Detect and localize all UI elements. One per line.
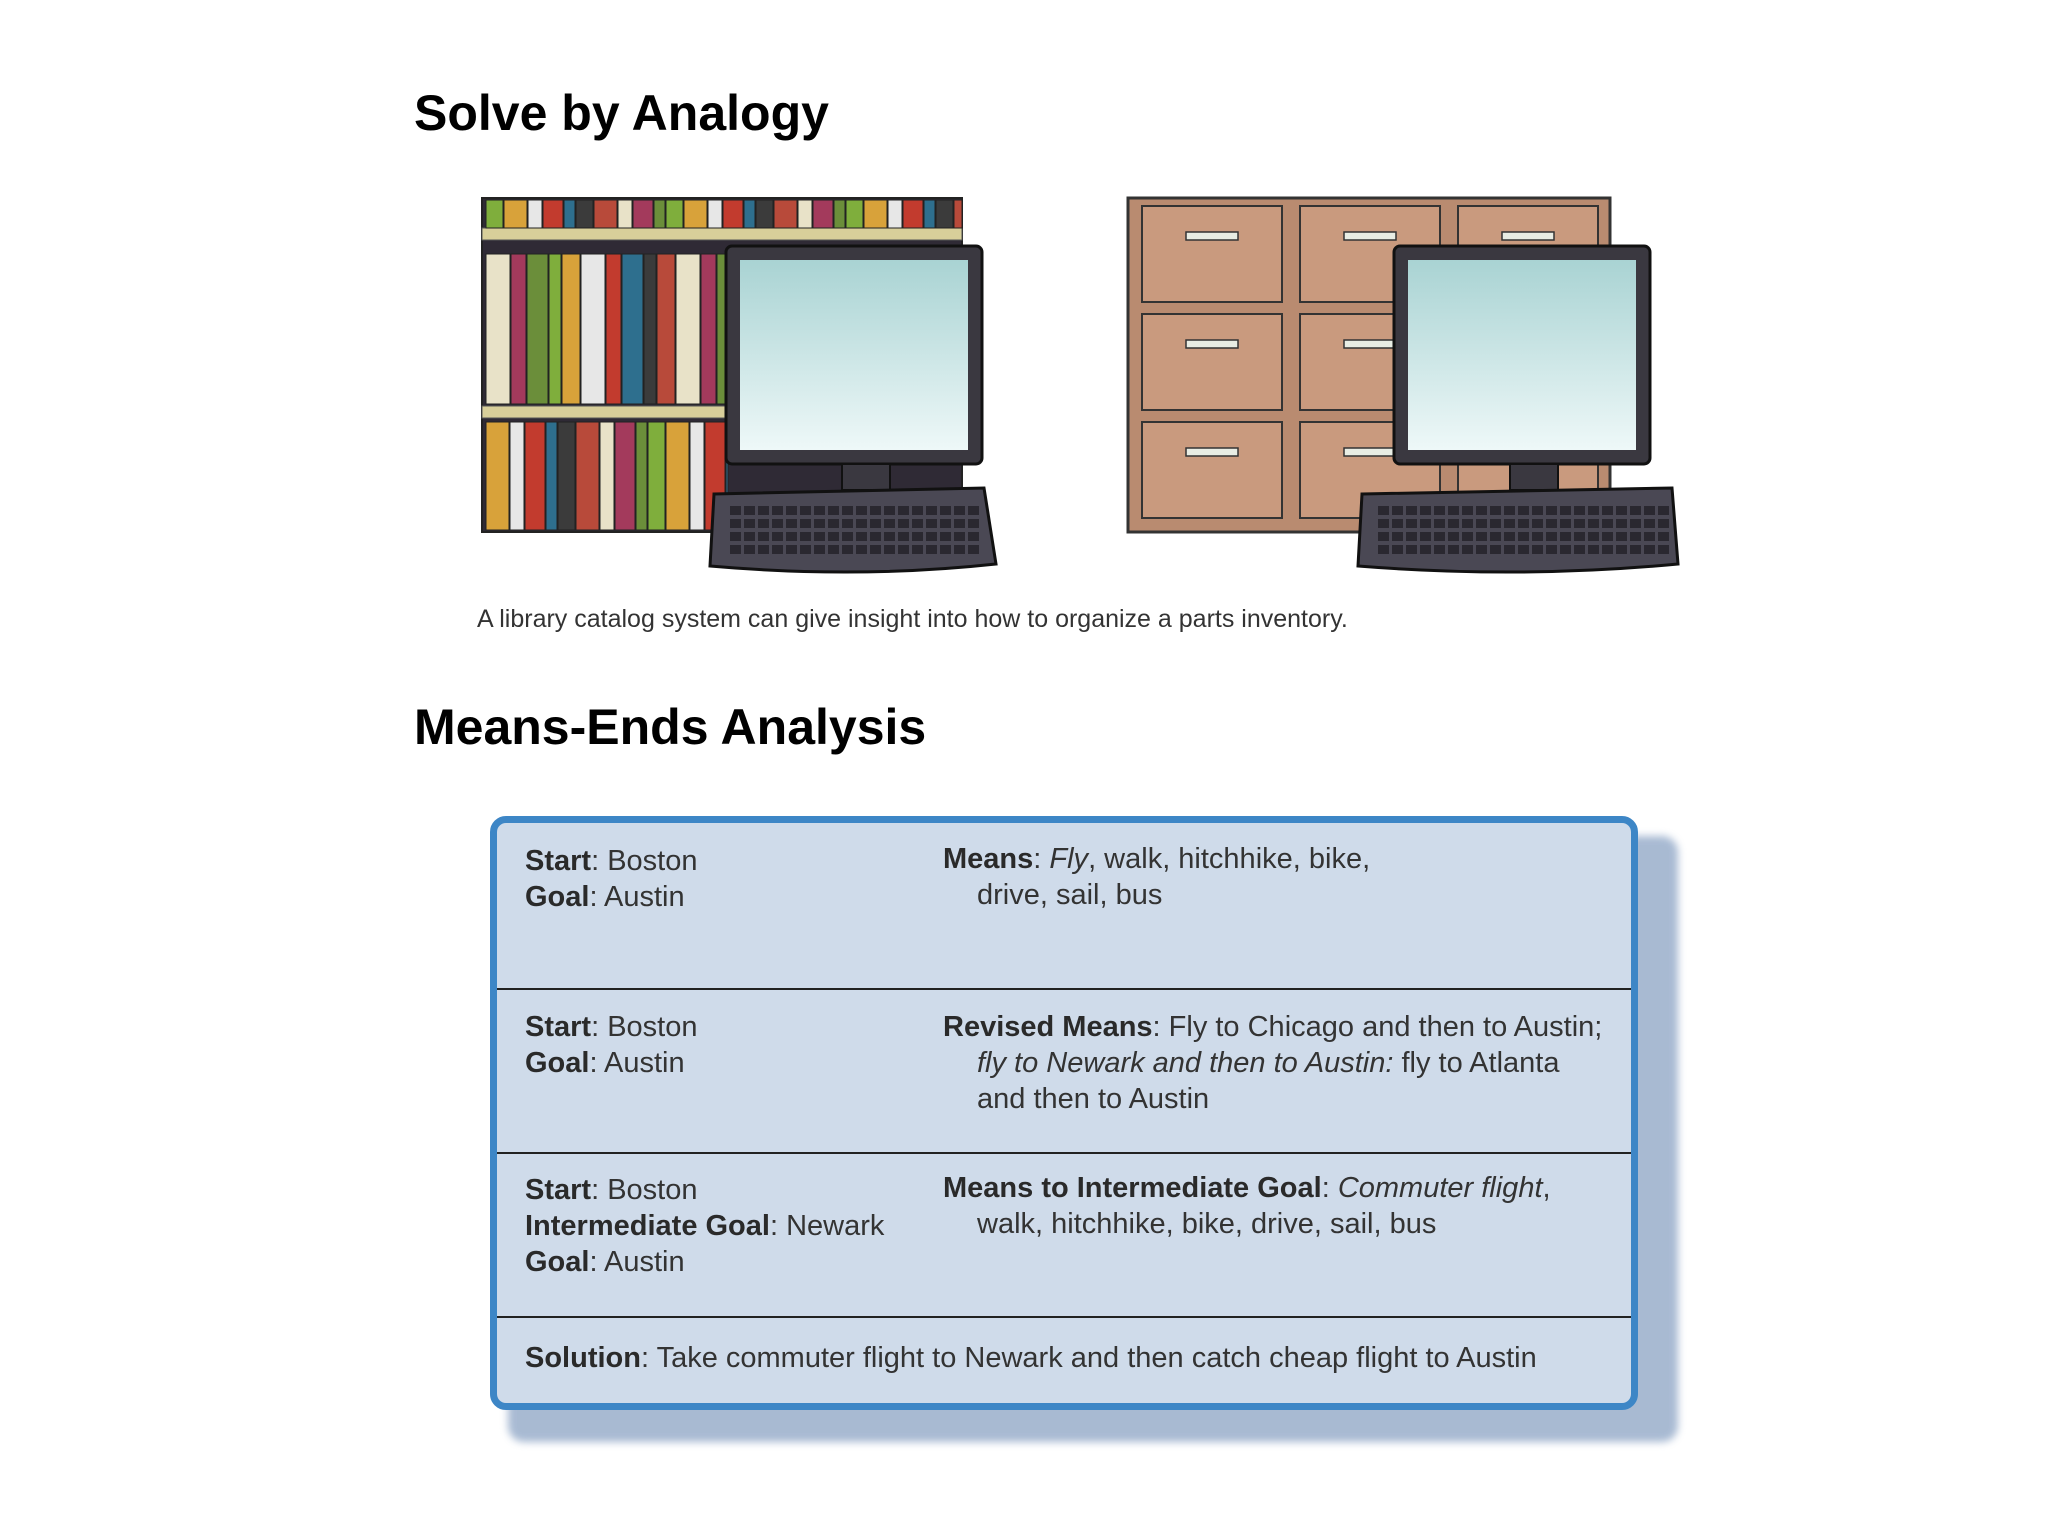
keyboard-key — [940, 545, 951, 554]
book-spine — [594, 200, 617, 228]
keyboard-key — [1574, 506, 1585, 515]
keyboard-key — [1448, 545, 1459, 554]
keyboard-key — [856, 532, 867, 541]
keyboard-key — [814, 545, 825, 554]
keyboard-key — [1490, 506, 1501, 515]
keyboard-key — [1378, 545, 1389, 554]
keyboard-key — [1630, 506, 1641, 515]
start-intermediate-goal-cell: Start: Boston Intermediate Goal: Newark Goal: Austin — [525, 1174, 885, 1278]
keyboard-key — [1406, 532, 1417, 541]
keyboard-key — [898, 519, 909, 528]
keyboard-key — [842, 532, 853, 541]
keyboard-key — [1532, 532, 1543, 541]
keyboard-key — [1658, 532, 1669, 541]
keyboard-key — [856, 519, 867, 528]
keyboard-key — [1588, 532, 1599, 541]
bookshelf-computer-illustration — [478, 194, 1028, 574]
keyboard-key — [954, 519, 965, 528]
drawer-handle — [1502, 232, 1554, 240]
keyboard-key — [1462, 532, 1473, 541]
keyboard-key — [856, 545, 867, 554]
keyboard-key — [1602, 519, 1613, 528]
book-spine — [756, 200, 773, 228]
keyboard-key — [884, 519, 895, 528]
book-spine — [903, 200, 923, 228]
book-spine — [666, 422, 689, 530]
computer — [710, 246, 996, 572]
keyboard-key — [758, 506, 769, 515]
keyboard-key — [1630, 519, 1641, 528]
book-spine — [546, 422, 557, 530]
keyboard-key — [814, 506, 825, 515]
keyboard-key — [758, 545, 769, 554]
keyboard-key — [730, 532, 741, 541]
keyboard-key — [1532, 545, 1543, 554]
keyboard-key — [1658, 506, 1669, 515]
book-spine — [654, 200, 665, 228]
drawer-handle — [1344, 340, 1396, 348]
book-spine — [576, 200, 593, 228]
keyboard-key — [1574, 519, 1585, 528]
illustration-caption: A library catalog system can give insight into how to organize a parts inventory. — [477, 605, 1348, 633]
keyboard-key — [1518, 506, 1529, 515]
book-spine — [527, 254, 548, 404]
drawer — [1142, 314, 1282, 410]
book-spine — [549, 254, 561, 404]
book-spine — [636, 422, 647, 530]
keyboard-key — [772, 545, 783, 554]
keyboard-key — [814, 532, 825, 541]
keyboard-key — [828, 545, 839, 554]
keyboard-key — [786, 532, 797, 541]
keyboard-key — [1658, 545, 1669, 554]
keyboard-key — [1462, 506, 1473, 515]
book-spine — [525, 422, 545, 530]
keyboard-key — [1378, 532, 1389, 541]
keyboard-key — [912, 506, 923, 515]
keyboard-key — [1434, 545, 1445, 554]
keyboard-key — [1644, 545, 1655, 554]
keyboard-key — [800, 519, 811, 528]
keyboard-key — [786, 545, 797, 554]
start-goal-cell: Start: Boston Goal: Austin — [525, 845, 698, 913]
drawer-handle — [1344, 448, 1396, 456]
keyboard-key — [1392, 519, 1403, 528]
keyboard-key — [1420, 519, 1431, 528]
keyboard-key — [730, 506, 741, 515]
keyboard-key — [1392, 506, 1403, 515]
keyboard-key — [1490, 532, 1501, 541]
keyboard-key — [1518, 545, 1529, 554]
keyboard-key — [1644, 532, 1655, 541]
drawer-handle — [1344, 232, 1396, 240]
keyboard-key — [954, 545, 965, 554]
keyboard-key — [1560, 545, 1571, 554]
book-spine — [690, 422, 704, 530]
computer — [1358, 246, 1678, 572]
keyboard-key — [968, 545, 979, 554]
book-spine — [576, 422, 599, 530]
keyboard-key — [940, 506, 951, 515]
keyboard-key — [842, 506, 853, 515]
analysis-row-1 — [497, 823, 1631, 990]
book-spine — [644, 254, 656, 404]
keyboard-key — [1448, 532, 1459, 541]
book-spine — [528, 200, 542, 228]
keyboard-key — [1546, 532, 1557, 541]
book-spine — [813, 200, 833, 228]
keyboard-key — [870, 519, 881, 528]
keyboard-key — [1476, 519, 1487, 528]
book-spine — [723, 200, 743, 228]
keyboard-key — [744, 545, 755, 554]
keyboard-key — [1546, 545, 1557, 554]
keyboard-key — [786, 506, 797, 515]
keyboard-key — [772, 532, 783, 541]
book-spine — [600, 422, 614, 530]
file-cabinet-computer-illustration — [1122, 194, 1682, 574]
keyboard-key — [1532, 519, 1543, 528]
keyboard-key — [730, 545, 741, 554]
book-spine — [504, 200, 527, 228]
keyboard-key — [1378, 519, 1389, 528]
keyboard-key — [1574, 545, 1585, 554]
drawer-handle — [1186, 340, 1238, 348]
keyboard-key — [884, 506, 895, 515]
keyboard-key — [1616, 545, 1627, 554]
keyboard-key — [1574, 532, 1585, 541]
keyboard-key — [758, 519, 769, 528]
keyboard-key — [1532, 506, 1543, 515]
keyboard-key — [856, 506, 867, 515]
keyboard-key — [772, 519, 783, 528]
keyboard-key — [1448, 519, 1459, 528]
means-intermediate-cell: Means to Intermediate Goal: Commuter flight, walk, hitchhike, bike, drive, sail, bus — [943, 1172, 1551, 1240]
book-spine — [510, 422, 524, 530]
keyboard-key — [842, 545, 853, 554]
keyboard-key — [800, 545, 811, 554]
book-spine — [888, 200, 902, 228]
book-spine — [744, 200, 755, 228]
book-spine — [648, 422, 665, 530]
keyboard-key — [954, 506, 965, 515]
means-ends-table — [490, 816, 1638, 1410]
keyboard-key — [1392, 532, 1403, 541]
keyboard-key — [1420, 506, 1431, 515]
means-cell: Means: Fly, walk, hitchhike, bike, drive, sail, bus — [943, 843, 1371, 911]
keyboard-key — [1616, 532, 1627, 541]
book-spine — [633, 200, 653, 228]
keyboard-key — [912, 545, 923, 554]
book-spine — [486, 422, 509, 530]
book-spine — [798, 200, 812, 228]
keyboard-key — [1630, 532, 1641, 541]
keyboard-key — [926, 506, 937, 515]
keyboard-key — [912, 519, 923, 528]
keyboard-key — [1406, 519, 1417, 528]
book-spine — [618, 200, 632, 228]
solution-cell: Solution: Take commuter flight to Newark and then catch cheap flight to Austin — [525, 1342, 1537, 1374]
book-spine — [864, 200, 887, 228]
analysis-row-2 — [497, 990, 1631, 1154]
revised-means-cell: Revised Means: Fly to Chicago and then to Austin; fly to Newark and then to Austin: fly to Atlanta and then to Austin — [943, 1011, 1603, 1115]
book-spine — [701, 254, 716, 404]
keyboard-key — [1434, 519, 1445, 528]
keyboard-key — [968, 519, 979, 528]
analysis-row-3 — [497, 1154, 1631, 1318]
keyboard-key — [1406, 506, 1417, 515]
keyboard-key — [828, 506, 839, 515]
keyboard-key — [1588, 506, 1599, 515]
keyboard-key — [842, 519, 853, 528]
keyboard-key — [870, 532, 881, 541]
keyboard-key — [1378, 506, 1389, 515]
book-spine — [622, 254, 643, 404]
book-spine — [615, 422, 635, 530]
keyboard-key — [926, 545, 937, 554]
keyboard-key — [1476, 545, 1487, 554]
keyboard-key — [968, 506, 979, 515]
keyboard-key — [940, 532, 951, 541]
keyboard-key — [898, 532, 909, 541]
book-spine — [936, 200, 953, 228]
keyboard-key — [1616, 519, 1627, 528]
keyboard-key — [1546, 506, 1557, 515]
keyboard-key — [1434, 532, 1445, 541]
keyboard-key — [1504, 519, 1515, 528]
book-spine — [954, 200, 962, 228]
keyboard-key — [744, 519, 755, 528]
keyboard-key — [744, 532, 755, 541]
keyboard-key — [1434, 506, 1445, 515]
keyboard-key — [1560, 519, 1571, 528]
keyboard-key — [1588, 545, 1599, 554]
keyboard-key — [898, 506, 909, 515]
keyboard-key — [1630, 545, 1641, 554]
keyboard-key — [884, 532, 895, 541]
book-spine — [511, 254, 526, 404]
start-goal-cell: Start: Boston Goal: Austin — [525, 1011, 698, 1079]
book-spine — [543, 200, 563, 228]
keyboard-key — [870, 545, 881, 554]
keyboard-key — [912, 532, 923, 541]
keyboard-key — [1588, 519, 1599, 528]
keyboard-key — [1602, 532, 1613, 541]
keyboard-key — [926, 519, 937, 528]
keyboard-key — [1560, 532, 1571, 541]
analysis-row-solution — [497, 1318, 1631, 1410]
keyboard-key — [1518, 532, 1529, 541]
keyboard-key — [884, 545, 895, 554]
book-spine — [564, 200, 575, 228]
keyboard-key — [1518, 519, 1529, 528]
keyboard-key — [1406, 545, 1417, 554]
keyboard-key — [968, 532, 979, 541]
keyboard-key — [744, 506, 755, 515]
keyboard-key — [1476, 506, 1487, 515]
book-spine — [486, 200, 503, 228]
keyboard-key — [1392, 545, 1403, 554]
book-spine — [581, 254, 605, 404]
book-spine — [846, 200, 863, 228]
keyboard-key — [1644, 506, 1655, 515]
section-title-means-ends-analysis: Means-Ends Analysis — [414, 699, 927, 755]
keyboard-key — [1658, 519, 1669, 528]
keyboard-key — [1504, 545, 1515, 554]
book-spine — [486, 254, 510, 404]
keyboard-key — [1644, 519, 1655, 528]
keyboard-key — [1602, 506, 1613, 515]
keyboard-key — [828, 519, 839, 528]
book-spine — [606, 254, 621, 404]
keyboard-key — [800, 506, 811, 515]
keyboard-key — [898, 545, 909, 554]
keyboard-key — [954, 532, 965, 541]
keyboard-key — [800, 532, 811, 541]
keyboard-key — [758, 532, 769, 541]
keyboard-key — [1504, 532, 1515, 541]
keyboard-key — [1504, 506, 1515, 515]
keyboard-key — [926, 532, 937, 541]
book-spine — [562, 254, 580, 404]
drawer-handle — [1186, 232, 1238, 240]
keyboard-key — [814, 519, 825, 528]
book-spine — [708, 200, 722, 228]
keyboard-key — [940, 519, 951, 528]
book-spine — [666, 200, 683, 228]
keyboard-key — [1616, 506, 1627, 515]
keyboard-key — [1420, 545, 1431, 554]
book-spine — [684, 200, 707, 228]
keyboard-key — [1602, 545, 1613, 554]
keyboard-key — [1490, 519, 1501, 528]
drawer — [1142, 422, 1282, 518]
drawer — [1142, 206, 1282, 302]
keyboard-key — [1490, 545, 1501, 554]
keyboard-key — [730, 519, 741, 528]
book-spine — [558, 422, 575, 530]
section-title-solve-by-analogy: Solve by Analogy — [414, 85, 829, 141]
keyboard-key — [1476, 532, 1487, 541]
keyboard-key — [828, 532, 839, 541]
keyboard-key — [1546, 519, 1557, 528]
keyboard-key — [1420, 532, 1431, 541]
book-spine — [676, 254, 700, 404]
keyboard-key — [1448, 506, 1459, 515]
keyboard-key — [772, 506, 783, 515]
book-spine — [774, 200, 797, 228]
keyboard-key — [1462, 545, 1473, 554]
keyboard-key — [1560, 506, 1571, 515]
book-spine — [924, 200, 935, 228]
book-spine — [657, 254, 675, 404]
book-spine — [834, 200, 845, 228]
keyboard-key — [870, 506, 881, 515]
keyboard-key — [1462, 519, 1473, 528]
keyboard-key — [786, 519, 797, 528]
drawer-handle — [1186, 448, 1238, 456]
